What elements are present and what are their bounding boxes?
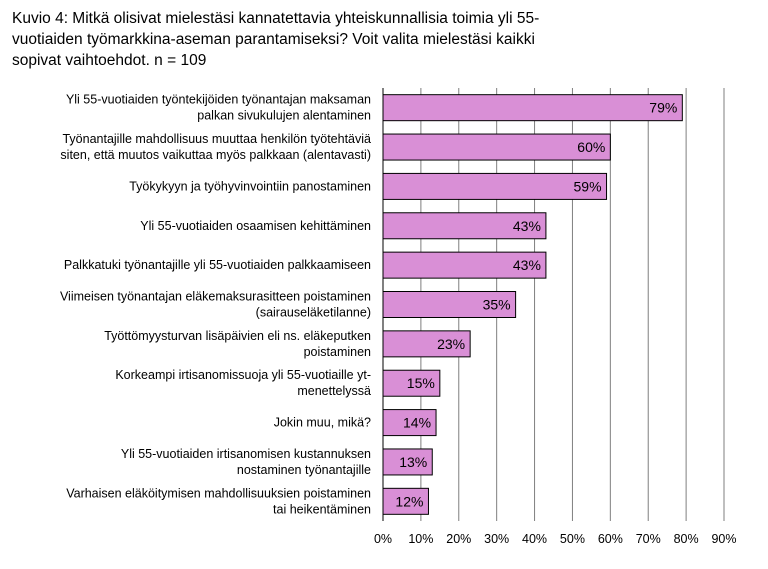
data-label: 35% — [482, 296, 511, 313]
category-label: Yli 55-vuotiaiden irtisanomisen kustannuksen nostaminen työnantajille — [120, 446, 371, 477]
category-label: Varhaisen eläköitymisen mahdollisuuksien poistaminen tai heikentäminen — [66, 486, 371, 517]
category-label: Palkkatuki työnantajille yli 55-vuotiaiden palkkaamiseen — [63, 258, 371, 273]
data-label: 59% — [573, 178, 602, 195]
chart-title: Kuvio 4: Mitkä olisivat mielestäsi kannatettavia yhteiskunnallisia toimia yli 55- vuotiaiden työmarkkina-aseman parantamiseksi? Voit valita mielestäsi kaikki sopivat vaihtoehdot. n = 109 — [12, 10, 540, 69]
data-label: 43% — [512, 257, 541, 274]
x-tick-label: 90% — [711, 532, 737, 546]
x-tick-label: 70% — [635, 532, 661, 546]
data-label: 12% — [395, 493, 424, 510]
data-label: 79% — [649, 99, 678, 116]
data-label: 60% — [577, 139, 606, 156]
category-label: Jokin muu, mikä? — [273, 415, 371, 430]
category-label: Yli 55-vuotiaiden osaamisen kehittäminen — [140, 218, 371, 233]
category-label: Työkykyyn ja työhyvinvointiin panostaminen — [129, 179, 371, 194]
x-tick-label: 50% — [559, 532, 585, 546]
x-tick-label: 80% — [673, 532, 699, 546]
category-label: Työttömyysturvan lisäpäivien eli ns. eläkeputken poistaminen — [104, 328, 371, 359]
x-tick-label: 0% — [373, 532, 393, 546]
x-tick-label: 10% — [408, 532, 434, 546]
category-label: Viimeisen työnantajan eläkemaksurasitteen poistaminen (sairauseläketilanne) — [59, 289, 371, 320]
data-label: 13% — [399, 453, 428, 470]
bar — [383, 95, 682, 121]
x-tick-label: 30% — [484, 532, 510, 546]
data-label: 14% — [403, 414, 432, 431]
category-label: Työnantajille mahdollisuus muuttaa henkilön työtehtäviä siten, että muutos vaikuttaa myös palkkaan (alentavasti) — [60, 132, 371, 163]
x-tick-label: 20% — [446, 532, 472, 546]
category-label: Korkeampi irtisanomissuoja yli 55-vuotiaille yt-menettelyssä — [115, 368, 371, 399]
bar — [383, 134, 610, 160]
x-tick-label: 60% — [597, 532, 623, 546]
data-label: 15% — [406, 375, 435, 392]
data-label: 23% — [437, 335, 466, 352]
category-label: Yli 55-vuotiaiden työntekijöiden työnantajan maksaman palkan sivukulujen alentaminen — [65, 92, 371, 123]
x-tick-label: 40% — [522, 532, 548, 546]
data-label: 43% — [512, 217, 541, 234]
